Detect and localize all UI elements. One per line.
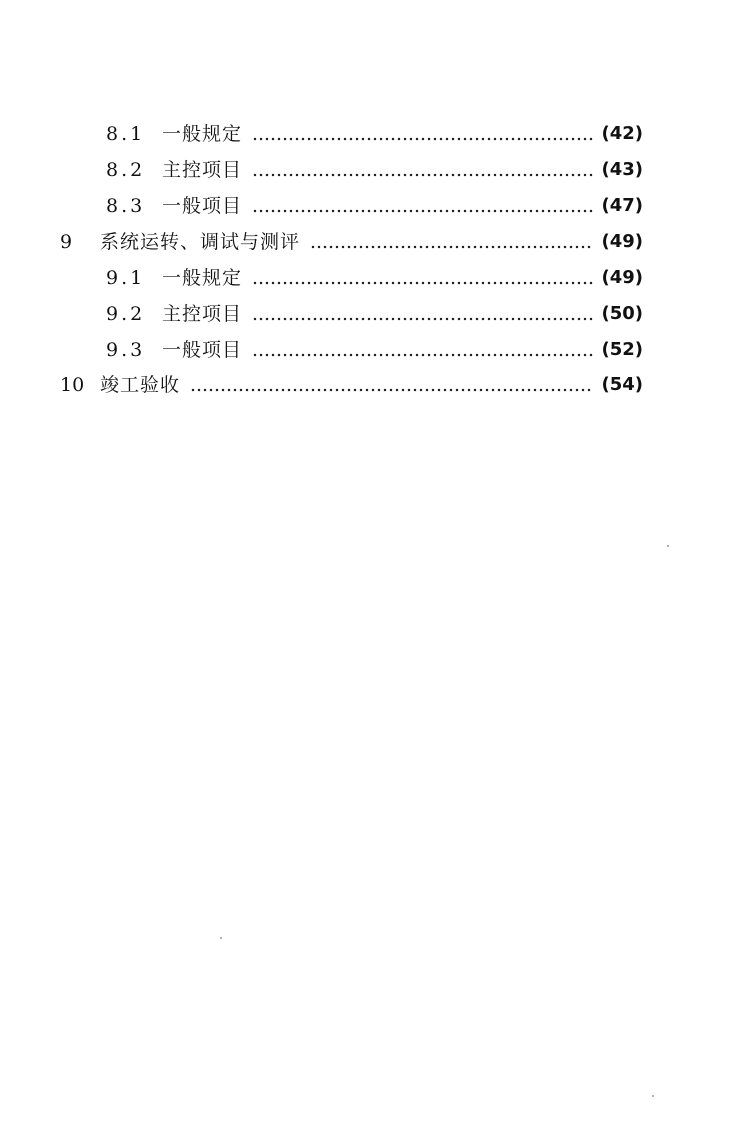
toc-entry-page: (49) (601, 231, 643, 252)
toc-entry-title: 一般项目 (162, 339, 243, 361)
toc-entry-page: (47) (601, 195, 643, 216)
dot-leader (190, 370, 593, 400)
toc-entry-title: 一般规定 (162, 267, 243, 289)
dot-leader (252, 119, 593, 149)
toc-entry-9-1[interactable] (0, 263, 730, 293)
toc-entry-8-2[interactable] (0, 155, 730, 185)
toc-entry-title: 一般项目 (162, 195, 243, 217)
scan-speck (652, 1095, 654, 1097)
toc-entry-number: 8.1 (106, 123, 146, 145)
toc-entry-page: (43) (601, 159, 643, 180)
dot-leader (252, 335, 593, 365)
toc-entry-page: (50) (601, 303, 643, 324)
toc-entry-number: 10 (60, 374, 85, 396)
scan-speck (667, 545, 669, 547)
toc-entry-number: 9 (60, 231, 73, 253)
toc-entry-9-2[interactable] (0, 299, 730, 329)
toc-entry-title: 一般规定 (162, 123, 243, 145)
dot-leader (252, 191, 593, 221)
toc-entry-9-3[interactable] (0, 335, 730, 365)
toc-entry-number: 9.1 (106, 267, 146, 289)
toc-entry-title: 竣工验收 (100, 374, 181, 396)
toc-entry-9[interactable] (0, 227, 730, 257)
toc-entry-page: (49) (601, 267, 643, 288)
toc-entry-page: (52) (601, 339, 643, 360)
dot-leader (252, 263, 593, 293)
toc-entry-title: 主控项目 (162, 159, 243, 181)
toc-entry-number: 8.2 (106, 159, 146, 181)
dot-leader (252, 299, 593, 329)
toc-entry-10[interactable] (0, 370, 730, 400)
toc-entry-title: 系统运转、调试与测评 (100, 231, 301, 253)
toc-entry-number: 8.3 (106, 195, 146, 217)
dot-leader (252, 155, 593, 185)
toc-entry-title: 主控项目 (162, 303, 243, 325)
toc-entry-number: 9.2 (106, 303, 146, 325)
toc-entry-page: (42) (601, 123, 643, 144)
toc-entry-number: 9.3 (106, 339, 146, 361)
toc-entry-8-3[interactable] (0, 191, 730, 221)
toc-entry-8-1[interactable] (0, 119, 730, 149)
toc-entry-page: (54) (601, 374, 643, 395)
scan-speck (220, 937, 222, 939)
dot-leader (310, 227, 593, 257)
